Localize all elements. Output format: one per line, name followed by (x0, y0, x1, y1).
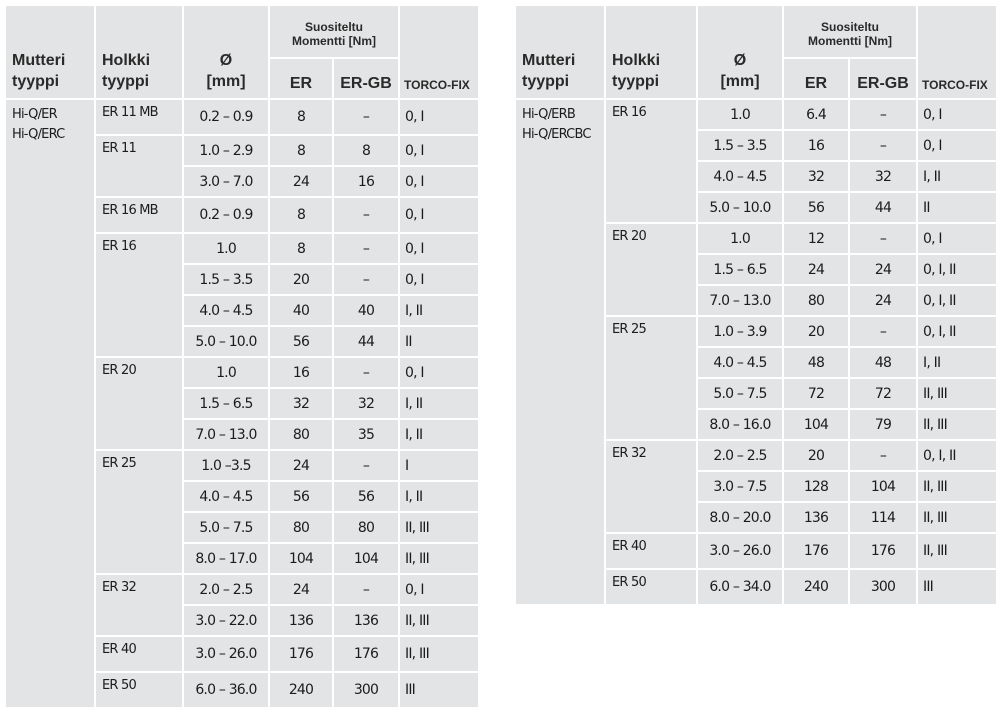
torco-fix-cell: 0, I (400, 265, 478, 294)
diameter-cell: 5.0 – 10.0 (698, 193, 782, 222)
torco-fix-cell: 0, I (918, 131, 996, 160)
sleeve-type-cell: ER 20 (606, 224, 696, 315)
torque-er-gb-cell: – (334, 358, 398, 387)
nut-type-cell (516, 100, 604, 604)
torque-er-cell: 24 (784, 255, 848, 284)
torco-fix-cell: II, III (918, 410, 996, 439)
torque-er-cell: 56 (270, 327, 332, 356)
torco-fix-cell: II, III (918, 472, 996, 501)
diameter-cell: 4.0 – 4.5 (184, 482, 268, 511)
torque-er-gb-cell: – (850, 100, 916, 129)
diameter-cell: 4.0 – 4.5 (698, 348, 782, 377)
torque-er-gb-cell: 24 (850, 286, 916, 315)
torque-er-gb-cell: 35 (334, 420, 398, 449)
torque-er-cell: 8 (270, 234, 332, 263)
diameter-cell: 1.5 – 6.5 (698, 255, 782, 284)
diameter-cell: 2.0 – 2.5 (698, 441, 782, 470)
torco-fix-cell: II, III (400, 544, 478, 573)
sleeve-type-cell: ER 40 (96, 637, 182, 671)
torco-fix-cell: II, III (918, 379, 996, 408)
torco-fix-cell: 0, I (400, 198, 478, 232)
diameter-cell: 5.0 – 7.5 (184, 513, 268, 542)
header-er-gb: ER-GB (334, 59, 398, 98)
diameter-cell: 3.0 – 26.0 (698, 534, 782, 568)
header-recommended-torque: Suositeltu Momentti [Nm] (270, 6, 398, 57)
diameter-cell: 1.5 – 6.5 (184, 389, 268, 418)
header-sleeve-type: Holkki tyyppi (96, 6, 182, 98)
torque-er-gb-cell: 72 (850, 379, 916, 408)
nut-type-label: Hi-Q/ERB (522, 107, 575, 122)
header-er: ER (270, 59, 332, 98)
table-row (516, 100, 996, 129)
diameter-cell: 4.0 – 4.5 (184, 296, 268, 325)
diameter-cell: 6.0 – 36.0 (184, 673, 268, 707)
torque-er-gb-cell: – (850, 317, 916, 346)
torque-er-gb-cell: 104 (850, 472, 916, 501)
diameter-cell: 1.0 (184, 358, 268, 387)
torque-er-gb-cell: – (850, 131, 916, 160)
torque-er-gb-cell: – (334, 100, 398, 134)
torco-fix-cell: III (400, 673, 478, 707)
sleeve-type-cell: ER 20 (96, 358, 182, 449)
sleeve-type-cell: ER 11 MB (96, 100, 182, 134)
diameter-cell: 2.0 – 2.5 (184, 575, 268, 604)
header-torco-fix: TORCO-FIX (918, 6, 996, 98)
torque-er-gb-cell: – (334, 575, 398, 604)
nut-type-cell (6, 100, 94, 707)
diameter-cell: 5.0 – 7.5 (698, 379, 782, 408)
torco-fix-cell: I, II (918, 348, 996, 377)
torque-er-cell: 176 (270, 637, 332, 671)
header-er: ER (784, 59, 848, 98)
diameter-cell: 0.2 – 0.9 (184, 100, 268, 134)
sleeve-type-cell: ER 32 (606, 441, 696, 532)
torco-fix-cell: I, II (918, 162, 996, 191)
torque-er-cell: 56 (270, 482, 332, 511)
torco-fix-cell: I, II (400, 296, 478, 325)
torque-er-gb-cell: 40 (334, 296, 398, 325)
torque-er-gb-cell: – (334, 198, 398, 232)
torque-er-cell: 32 (784, 162, 848, 191)
torque-er-gb-cell: 24 (850, 255, 916, 284)
torque-er-gb-cell: 44 (334, 327, 398, 356)
torque-er-cell: 56 (784, 193, 848, 222)
torque-er-cell: 240 (784, 570, 848, 604)
torque-er-gb-cell: – (334, 234, 398, 263)
torco-fix-cell: 0, I, II (918, 317, 996, 346)
torque-er-cell: 176 (784, 534, 848, 568)
header-diameter: Ø [mm] (184, 6, 268, 98)
torco-fix-cell: 0, I (918, 224, 996, 253)
header-diameter: Ø [mm] (698, 6, 782, 98)
diameter-cell: 8.0 – 17.0 (184, 544, 268, 573)
torque-er-gb-cell: 136 (334, 606, 398, 635)
torque-er-cell: 20 (784, 317, 848, 346)
torque-er-cell: 104 (784, 410, 848, 439)
torco-fix-cell: II, III (400, 637, 478, 671)
torque-er-gb-cell: 32 (334, 389, 398, 418)
diameter-cell: 3.0 – 26.0 (184, 637, 268, 671)
torque-er-gb-cell: – (850, 441, 916, 470)
torque-er-cell: 12 (784, 224, 848, 253)
torque-er-cell: 20 (270, 265, 332, 294)
torque-er-gb-cell: 300 (850, 570, 916, 604)
torque-er-gb-cell: 114 (850, 503, 916, 532)
torque-er-gb-cell: 176 (334, 637, 398, 671)
torco-fix-cell: III (918, 570, 996, 604)
torco-fix-cell: 0, I (400, 167, 478, 196)
torque-er-gb-cell: 48 (850, 348, 916, 377)
sleeve-type-cell: ER 25 (606, 317, 696, 439)
table-row (6, 100, 478, 134)
torque-er-cell: 40 (270, 296, 332, 325)
torco-fix-cell: II (400, 327, 478, 356)
diameter-cell: 8.0 – 16.0 (698, 410, 782, 439)
torque-er-gb-cell: 56 (334, 482, 398, 511)
torco-fix-cell: II, III (918, 503, 996, 532)
torco-fix-cell: 0, I (400, 234, 478, 263)
torque-table-left (4, 4, 480, 709)
header-nut-type: Mutteri tyyppi (516, 6, 604, 98)
diameter-cell: 3.0 – 7.0 (184, 167, 268, 196)
torco-fix-cell: I, II (400, 482, 478, 511)
table-body-right (516, 100, 996, 604)
torco-fix-cell: I, II (400, 420, 478, 449)
diameter-cell: 1.0 (184, 234, 268, 263)
torque-er-cell: 80 (270, 513, 332, 542)
diameter-cell: 1.0 (698, 100, 782, 129)
diameter-cell: 0.2 – 0.9 (184, 198, 268, 232)
sleeve-type-cell: ER 16 (96, 234, 182, 356)
diameter-cell: 5.0 – 10.0 (184, 327, 268, 356)
header-recommended-torque: Suositeltu Momentti [Nm] (784, 6, 916, 57)
torque-er-gb-cell: 80 (334, 513, 398, 542)
torque-er-cell: 136 (270, 606, 332, 635)
header-sleeve-type: Holkki tyyppi (606, 6, 696, 98)
torque-er-cell: 72 (784, 379, 848, 408)
torque-er-cell: 80 (784, 286, 848, 315)
torque-er-cell: 80 (270, 420, 332, 449)
sleeve-type-cell: ER 16 MB (96, 198, 182, 232)
torque-er-gb-cell: 104 (334, 544, 398, 573)
diameter-cell: 7.0 – 13.0 (184, 420, 268, 449)
torque-er-gb-cell: – (334, 265, 398, 294)
sleeve-type-cell: ER 50 (96, 673, 182, 707)
torque-er-gb-cell: 79 (850, 410, 916, 439)
torque-er-gb-cell: 32 (850, 162, 916, 191)
diameter-cell: 3.0 – 22.0 (184, 606, 268, 635)
torque-er-cell: 24 (270, 575, 332, 604)
torco-fix-cell: 0, I, II (918, 441, 996, 470)
torque-er-cell: 8 (270, 100, 332, 134)
torque-er-cell: 128 (784, 472, 848, 501)
torque-er-cell: 104 (270, 544, 332, 573)
torco-fix-cell: 0, I (400, 100, 478, 134)
nut-type-label: Hi-Q/ERC (12, 127, 65, 142)
torque-er-cell: 8 (270, 198, 332, 232)
diameter-cell: 1.0 – 3.9 (698, 317, 782, 346)
torque-er-gb-cell: 44 (850, 193, 916, 222)
torco-fix-cell: II, III (400, 606, 478, 635)
nut-type-label: Hi-Q/ERCBC (522, 127, 591, 142)
torque-er-cell: 24 (270, 167, 332, 196)
torque-er-gb-cell: – (850, 224, 916, 253)
torque-er-cell: 8 (270, 136, 332, 165)
torque-er-cell: 240 (270, 673, 332, 707)
diameter-cell: 7.0 – 13.0 (698, 286, 782, 315)
torco-fix-cell: 0, I (400, 575, 478, 604)
diameter-cell: 8.0 – 20.0 (698, 503, 782, 532)
torco-fix-cell: 0, I (400, 136, 478, 165)
torco-fix-cell: 0, I (918, 100, 996, 129)
diameter-cell: 1.0 –3.5 (184, 451, 268, 480)
header-er-gb: ER-GB (850, 59, 916, 98)
torque-er-gb-cell: 8 (334, 136, 398, 165)
diameter-cell: 1.0 – 2.9 (184, 136, 268, 165)
sleeve-type-cell: ER 25 (96, 451, 182, 573)
torque-er-gb-cell: 300 (334, 673, 398, 707)
torque-er-gb-cell: 16 (334, 167, 398, 196)
torco-fix-cell: 0, I (400, 358, 478, 387)
diameter-cell: 1.0 (698, 224, 782, 253)
torco-fix-cell: 0, I, II (918, 286, 996, 315)
diameter-cell: 1.5 – 3.5 (184, 265, 268, 294)
torque-er-cell: 6.4 (784, 100, 848, 129)
torque-er-cell: 20 (784, 441, 848, 470)
torque-table-right (514, 4, 998, 606)
torco-fix-cell: I (400, 451, 478, 480)
nut-type-label: Hi-Q/ER (12, 107, 57, 122)
torque-er-cell: 48 (784, 348, 848, 377)
sleeve-type-cell: ER 11 (96, 136, 182, 196)
header-torco-fix: TORCO-FIX (400, 6, 478, 98)
diameter-cell: 6.0 – 34.0 (698, 570, 782, 604)
header-nut-type: Mutteri tyyppi (6, 6, 94, 98)
sleeve-type-cell: ER 50 (606, 570, 696, 604)
torco-fix-cell: II (918, 193, 996, 222)
torco-fix-cell: 0, I, II (918, 255, 996, 284)
diameter-cell: 4.0 – 4.5 (698, 162, 782, 191)
torco-fix-cell: I, II (400, 389, 478, 418)
diameter-cell: 1.5 – 3.5 (698, 131, 782, 160)
table-body-left (6, 100, 478, 707)
torque-er-cell: 16 (784, 131, 848, 160)
torque-er-cell: 24 (270, 451, 332, 480)
torque-er-cell: 32 (270, 389, 332, 418)
torque-er-gb-cell: 176 (850, 534, 916, 568)
diameter-cell: 3.0 – 7.5 (698, 472, 782, 501)
torco-fix-cell: II, III (918, 534, 996, 568)
sleeve-type-cell: ER 32 (96, 575, 182, 635)
sleeve-type-cell: ER 40 (606, 534, 696, 568)
torque-er-cell: 16 (270, 358, 332, 387)
torco-fix-cell: II, III (400, 513, 478, 542)
torque-er-cell: 136 (784, 503, 848, 532)
sleeve-type-cell: ER 16 (606, 100, 696, 222)
torque-er-gb-cell: – (334, 451, 398, 480)
